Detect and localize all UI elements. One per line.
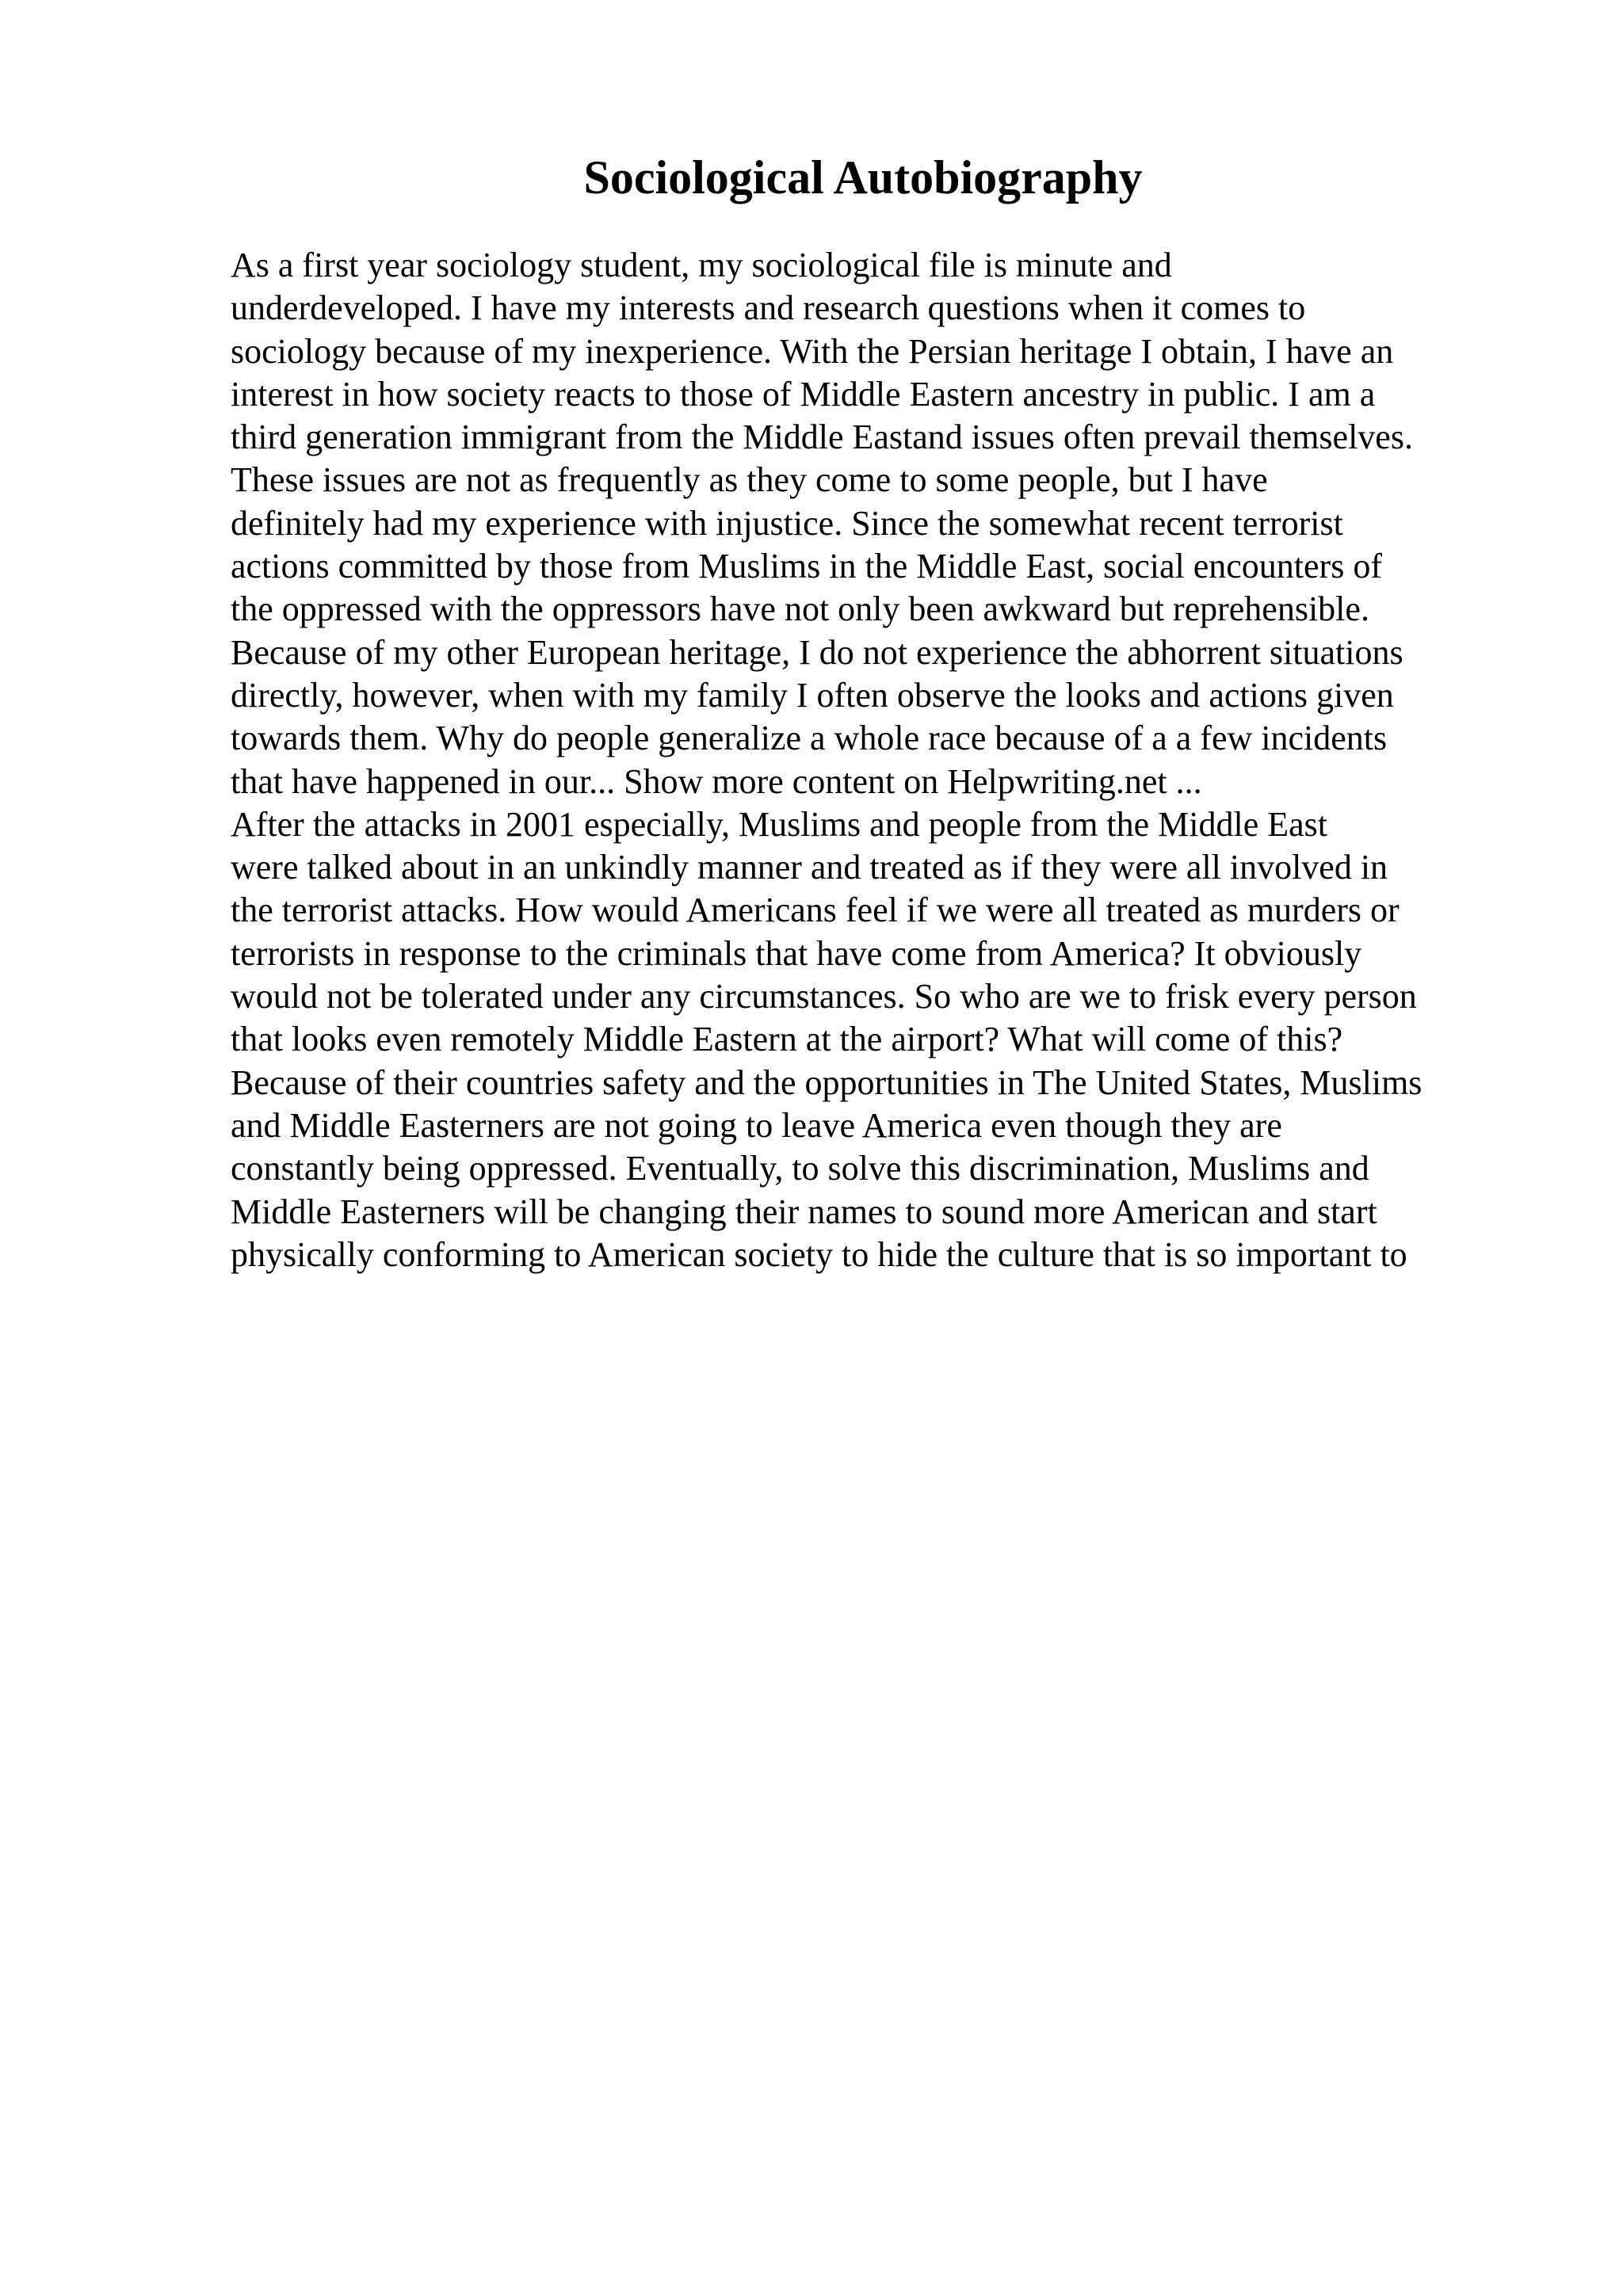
body-line: physically conforming to American society to hide the culture that is so important to xyxy=(231,1234,1407,1274)
body-line: were talked about in an unkindly manner and treated as if they were all involved in xyxy=(231,848,1388,887)
document-body xyxy=(231,244,1594,1276)
body-line: After the attacks in 2001 especially, Muslims and people from the Middle East xyxy=(231,804,1328,844)
document-title: Sociological Autobiography xyxy=(583,151,1143,204)
body-line: terrorists in response to the criminals that have come from America? It obviously xyxy=(231,933,1362,973)
body-line: actions committed by those from Muslims in the Middle East, social encounters of xyxy=(231,547,1382,586)
body-line: and Middle Easterners are not going to leave America even though they are xyxy=(231,1105,1282,1145)
body-line: towards them. Why do people generalize a whole race because of a a few incidents xyxy=(231,719,1388,758)
body-line: underdeveloped. I have my interests and research questions when it comes to xyxy=(231,288,1306,328)
body-line: Middle Easterners will be changing their names to sound more American and start xyxy=(231,1192,1377,1231)
body-line: would not be tolerated under any circumstances. So who are we to frisk every person xyxy=(231,977,1417,1016)
body-line: the terrorist attacks. How would Americans feel if we were all treated as murders or xyxy=(231,891,1400,930)
body-line: third generation immigrant from the Middle Eastand issues often prevail themselves. xyxy=(231,418,1413,457)
body-line: Because of my other European heritage, I do not experience the abhorrent situations xyxy=(231,632,1403,672)
body-line: Because of their countries safety and the opportunities in The United States, Muslims xyxy=(231,1062,1423,1102)
body-line: sociology because of my inexperience. With the Persian heritage I obtain, I have an xyxy=(231,331,1394,371)
body-line: constantly being oppressed. Eventually, to solve this discrimination, Muslims and xyxy=(231,1149,1369,1188)
body-line: As a first year sociology student, my sociological file is minute and xyxy=(231,246,1172,284)
body-line: that looks even remotely Middle Eastern at the airport? What will come of this? xyxy=(231,1020,1343,1059)
body-line: These issues are not as frequently as they come to some people, but I have xyxy=(231,460,1268,500)
body-line: that have happened in our... Show more content on Helpwriting.net ... xyxy=(231,761,1202,801)
body-line: the oppressed with the oppressors have not only been awkward but reprehensible. xyxy=(231,589,1369,629)
body-line: definitely had my experience with injustice. Since the somewhat recent terrorist xyxy=(231,503,1343,543)
body-line: directly, however, when with my family I often observe the looks and actions given xyxy=(231,675,1394,715)
body-line: interest in how society reacts to those of Middle Eastern ancestry in public. I am a xyxy=(231,374,1376,414)
